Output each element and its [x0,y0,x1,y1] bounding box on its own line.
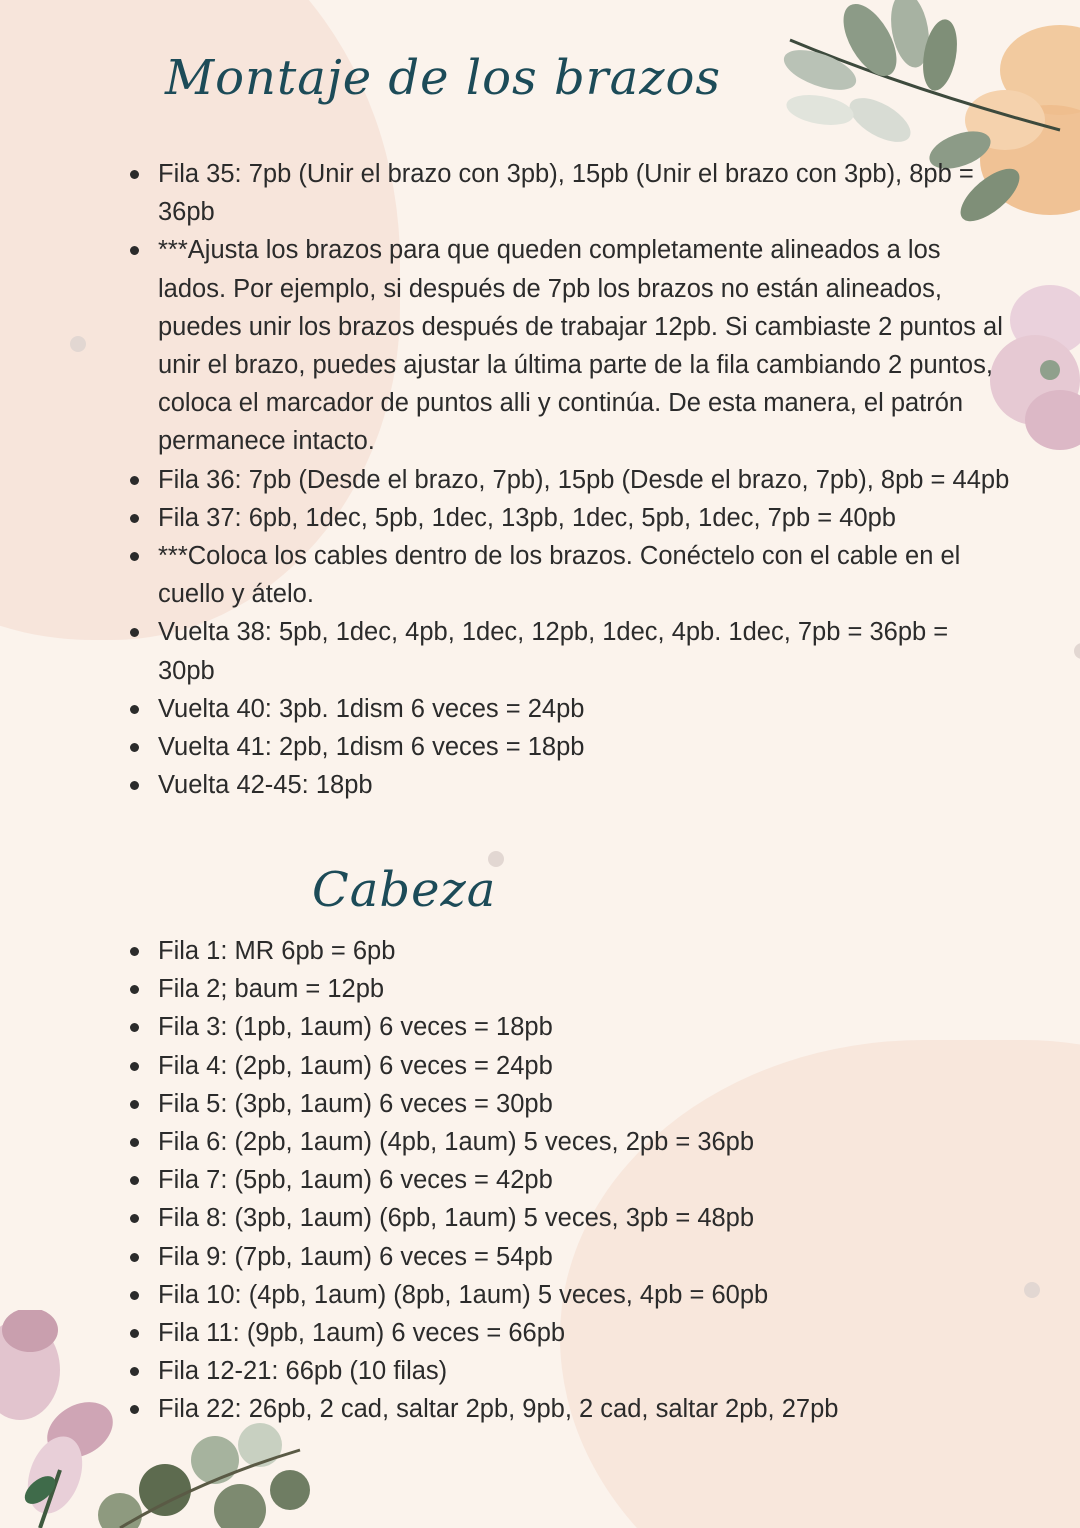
list-item: Fila 9: (7pb, 1aum) 6 veces = 54pb [130,1238,1010,1276]
list-item: Fila 8: (3pb, 1aum) (6pb, 1aum) 5 veces, 3pb = 48pb [130,1199,1010,1237]
list-item: Fila 36: 7pb (Desde el brazo, 7pb), 15pb (Desde el brazo, 7pb), 8pb = 44pb [130,461,1010,499]
list-item: Fila 4: (2pb, 1aum) 6 veces = 24pb [130,1047,1010,1085]
head-instructions-list [130,932,1010,1429]
list-item: Vuelta 41: 2pb, 1dism 6 veces = 18pb [130,728,1010,766]
list-item: Fila 35: 7pb (Unir el brazo con 3pb), 15pb (Unir el brazo con 3pb), 8pb = 36pb [130,155,1010,231]
list-item: Fila 22: 26pb, 2 cad, saltar 2pb, 9pb, 2 cad, saltar 2pb, 27pb [130,1390,1010,1428]
decorative-dot [1024,1282,1040,1298]
section-title-arms: Montaje de los brazos [165,50,722,106]
list-item: Fila 7: (5pb, 1aum) 6 veces = 42pb [130,1161,1010,1199]
decorative-dot [70,336,86,352]
list-item: Fila 12-21: 66pb (10 filas) [130,1352,1010,1390]
list-item: Fila 10: (4pb, 1aum) (8pb, 1aum) 5 veces, 4pb = 60pb [130,1276,1010,1314]
list-item: Vuelta 40: 3pb. 1dism 6 veces = 24pb [130,690,1010,728]
list-item: Fila 1: MR 6pb = 6pb [130,932,1010,970]
list-item: ***Ajusta los brazos para que queden completamente alineados a los lados. Por ejemplo, si después de 7pb los brazos no están alineados, puedes unir los brazos después de trabajar 12pb. Si cambiaste 2 puntos al unir el brazo, puedes ajustar la última parte de la fila cambiando 2 puntos, coloca el marcador de puntos alli y continúa. De esta manera, el patrón permanece intacto. [130,231,1010,460]
list-item: Fila 2; baum = 12pb [130,970,1010,1008]
list-item: ***Coloca los cables dentro de los brazos. Conéctelo con el cable en el cuello y átelo. [130,537,1010,613]
arms-instructions-list [130,155,1010,804]
list-item: Fila 11: (9pb, 1aum) 6 veces = 66pb [130,1314,1010,1352]
list-item: Fila 6: (2pb, 1aum) (4pb, 1aum) 5 veces, 2pb = 36pb [130,1123,1010,1161]
section-title-head: Cabeza [312,862,497,918]
eucalyptus-leaves-icon [98,1423,310,1528]
list-item: Vuelta 38: 5pb, 1dec, 4pb, 1dec, 12pb, 1dec, 4pb. 1dec, 7pb = 36pb = 30pb [130,613,1010,689]
list-item: Vuelta 42-45: 18pb [130,766,1010,804]
list-item: Fila 3: (1pb, 1aum) 6 veces = 18pb [130,1008,1010,1046]
list-item: Fila 37: 6pb, 1dec, 5pb, 1dec, 13pb, 1dec, 5pb, 1dec, 7pb = 40pb [130,499,1010,537]
decorative-dot [1074,643,1080,659]
list-item: Fila 5: (3pb, 1aum) 6 veces = 30pb [130,1085,1010,1123]
